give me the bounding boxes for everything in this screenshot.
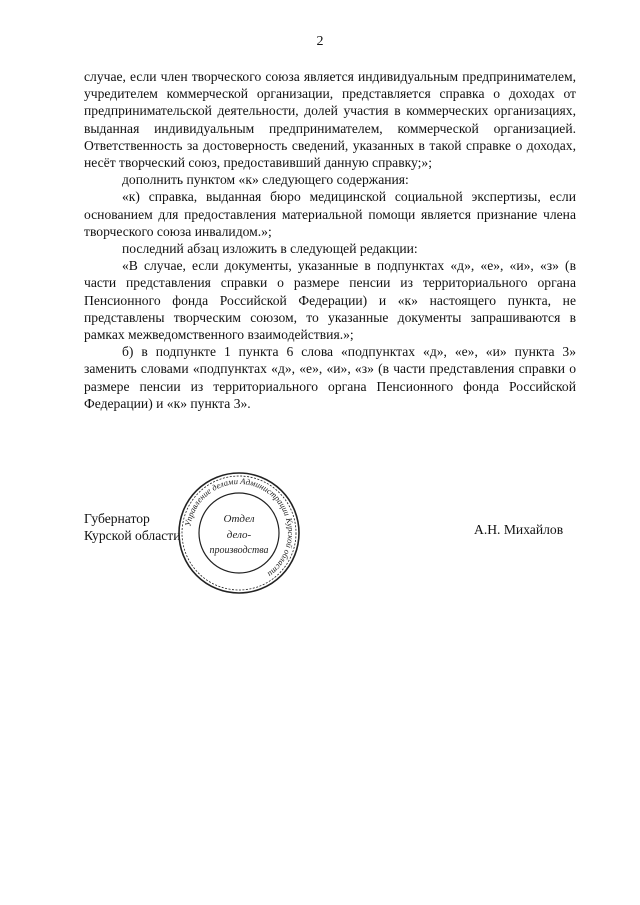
stamp-ring-text: Управление делами Администрации Курской области — [182, 475, 297, 580]
stamp-seal — [176, 470, 302, 596]
signatory-title — [84, 510, 181, 544]
signatory-title-line1: Губернатор — [84, 511, 150, 526]
paragraph: случае, если член творческого союза является индивидуальным предпринимателем, учредителем коммерческой организации, представляется справка о доходах от предпринимательской деятельности, долей участия в коммерческих организациях, выданная индивидуальным предпринимателем, коммерческой организацией. Ответственность за достоверность сведений, указанных в такой справке о доходах, несёт творческий союз, предоставивший данную справку;»; — [84, 69, 576, 171]
stamp-center-line1: Отдел — [223, 513, 255, 525]
paragraph: дополнить пунктом «к» следующего содержания: — [122, 172, 409, 188]
stamp-center-line3: производства — [209, 545, 269, 556]
paragraph: «В случае, если документы, указанные в подпунктах «д», «е», «и», «з» (в части представления справки о размере пенсии из территориального органа Пенсионного фонда Российской Федерации) и «к» настоящего пункта, не представлены творческим союзом, то указанные документы запрашиваются в рамках межведомственного взаимодействия.»; — [84, 258, 576, 343]
stamp-center-line2: дело- — [226, 529, 252, 541]
body-text — [84, 68, 576, 412]
official-stamp — [176, 470, 302, 596]
paragraph: б) в подпункте 1 пункта 6 слова «подпунктах «д», «е», «и» пункта 3» заменить словами «подпунктах «д», «е», «и», «з» (в части представления справки о размере пенсии из территориального органа Пенсионного фонда Российской Федерации) и «к» пункта 3». — [84, 344, 576, 411]
paragraph: «к) справка, выданная бюро медицинской социальной экспертизы, если основанием для предоставления материальной помощи является признание члена творческого союза инвалидом.»; — [84, 189, 576, 239]
page-number: 2 — [316, 34, 324, 49]
paragraph: последний абзац изложить в следующей редакции: — [122, 241, 418, 257]
signatory-name: А.Н. Михайлов — [474, 522, 564, 537]
signatory-title-line2: Курской области — [84, 528, 181, 544]
